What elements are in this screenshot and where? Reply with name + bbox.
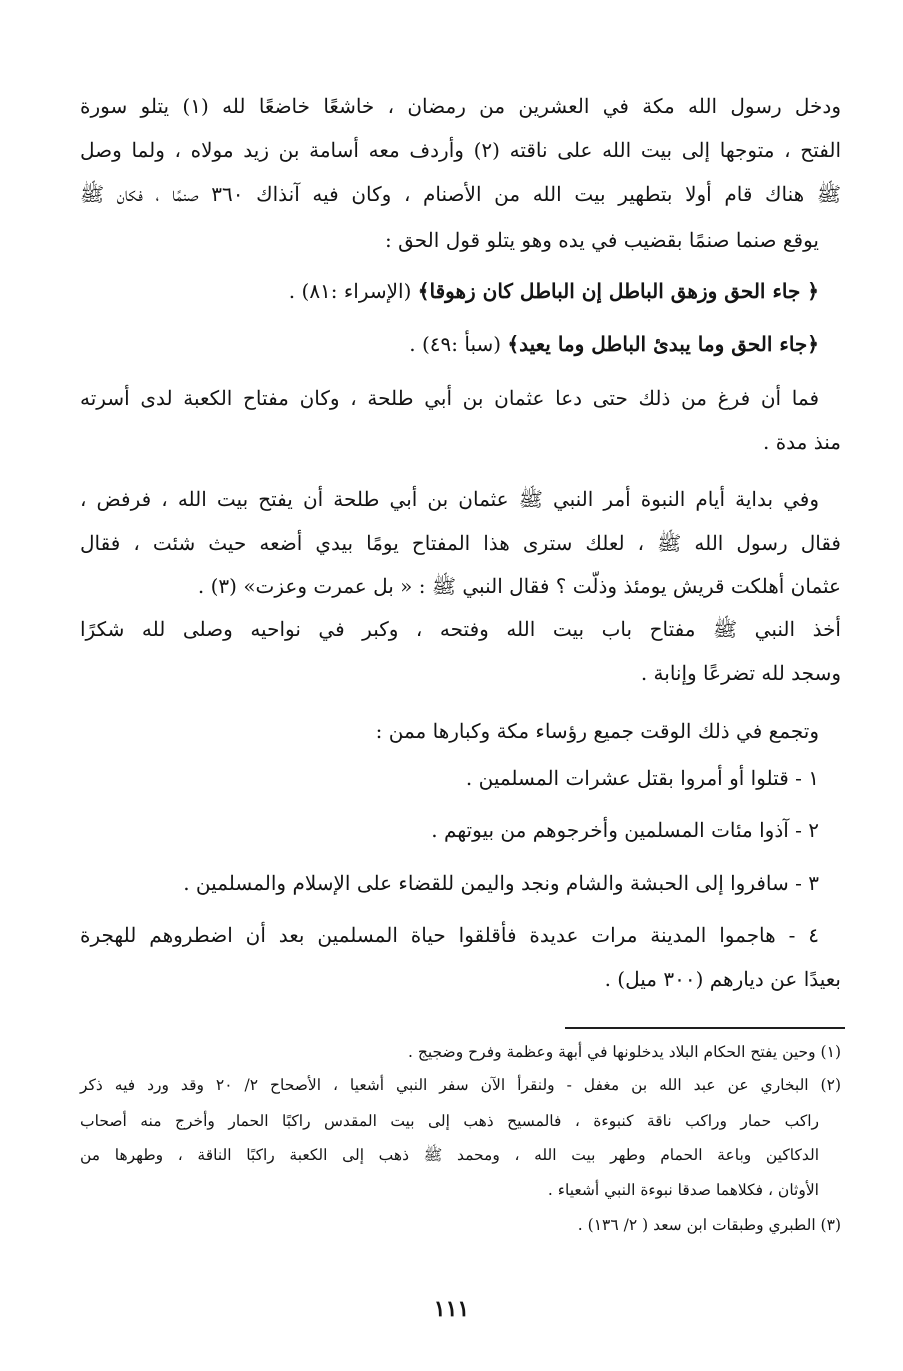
list-item-4-line-2: بعيدًا عن ديارهم (٣٠٠ ميل) .: [604, 967, 841, 991]
paragraph-4-line-2: وسجد لله تضرعًا وإنابة .: [640, 661, 841, 685]
footnote-2-line-1: (٢) البخاري عن عبد الله بن مغفل - ولنقرأ الآن سفر النبي أشعيا ، الأصحاح ٢/ ٢٠ وقد ورد فيه ذكر: [80, 1076, 841, 1094]
paragraph-3-line-3: عثمان أهلكت قريش يومئذ وذلّت ؟ فقال النبي ﷺ : « بل عمرت وعزت» (٣) .: [197, 574, 841, 598]
quran-verse-1: [289, 276, 819, 306]
paragraph-2-line-1: فما أن فرغ من ذلك حتى دعا عثمان بن أبي طلحة ، وكان مفتاح الكعبة لدى أسرته: [80, 386, 819, 410]
paragraph-1-line-2: الفتح ، متوجها إلى بيت الله على ناقته (٢) وأردف معه أسامة بن زيد مولاه ، ولما وصل: [80, 138, 841, 162]
list-item: ٣ - سافروا إلى الحبشة والشام ونجد واليمن للقضاء على الإسلام والمسلمين .: [183, 871, 819, 895]
footnote-2-line-4: الأوثان ، فكلاهما صدقا نبوءة النبي أشعياء .: [547, 1181, 819, 1199]
paragraph-1-line-3: ﷺ هناك قام أولا بتطهير بيت الله من الأصنام ، وكان فيه آنذاك ٣٦٠ صنمًا ، فكان ﷺ: [80, 182, 841, 206]
list-item-4-line-1: ٤ - هاجموا المدينة مرات عديدة فأقلقوا حياة المسلمين بعد أن اضطروهم للهجرة: [80, 923, 819, 947]
paragraph-4-line-1: أخذ النبي ﷺ مفتاح باب بيت الله وفتحه ، وكبر في نواحيه وصلى لله شكرًا: [80, 617, 841, 641]
list-intro: وتجمع في ذلك الوقت جميع رؤساء مكة وكبارها ممن :: [375, 719, 819, 743]
paragraph-2-line-2: منذ مدة .: [762, 430, 841, 454]
list-item: ١ - قتلوا أو أمروا بقتل عشرات المسلمين .: [465, 766, 819, 790]
footnote-separator: [565, 1027, 845, 1029]
verse-2-text: ﴿جاء الحق وما يبدئ الباطل وما يعيد﴾: [507, 332, 819, 356]
footnote-3: (٣) الطبري وطبقات ابن سعد ( ٢/ ١٣٦) .: [577, 1216, 841, 1234]
paragraph-3-line-2: فقال رسول الله ﷺ ، لعلك سترى هذا المفتاح يومًا بيدي أضعه حيث شئت ، فقال: [80, 531, 841, 555]
footnote-1: (١) وحين يفتح الحكام البلاد يدخلونها في أبهة وعظمة وفرح وضجيج .: [408, 1043, 841, 1061]
page-number: ١١١: [433, 1296, 470, 1322]
quran-verse-2: [409, 329, 819, 359]
list-item: ٢ - آذوا مئات المسلمين وأخرجوهم من بيوتهم .: [431, 818, 819, 842]
paragraph-3-line-1: وفي بداية أيام النبوة أمر النبي ﷺ عثمان بن أبي طلحة أن يفتح بيت الله ، فرفض ،: [80, 487, 819, 511]
paragraph-1-line-1: ودخل رسول الله مكة في العشرين من رمضان ، خاشعًا خاضعًا لله (١) يتلو سورة: [80, 94, 841, 118]
footnote-2-line-3: الدكاكين وباعة الحمام وطهر بيت الله ، ومحمد ﷺ ذهب إلى الكعبة راكبًا الناقة ، وطهرها من: [80, 1146, 819, 1164]
verse-1-reference: (الإسراء :٨١) .: [288, 279, 412, 303]
footnote-2-line-2: راكب حمار وراكب ناقة كنبوءة ، فالمسيح ذهب إلى بيت المقدس راكبًا الحمار وأخرج منه أصحاب: [80, 1112, 820, 1130]
paragraph-1-line-4: يوقع صنما صنمًا بقضيب في يده وهو يتلو قول الحق :: [385, 228, 819, 252]
verse-2-reference: (سبأ :٤٩) .: [409, 332, 502, 356]
verse-1-text: ﴿ جاء الحق وزهق الباطل إن الباطل كان زهوقا﴾: [417, 279, 819, 303]
